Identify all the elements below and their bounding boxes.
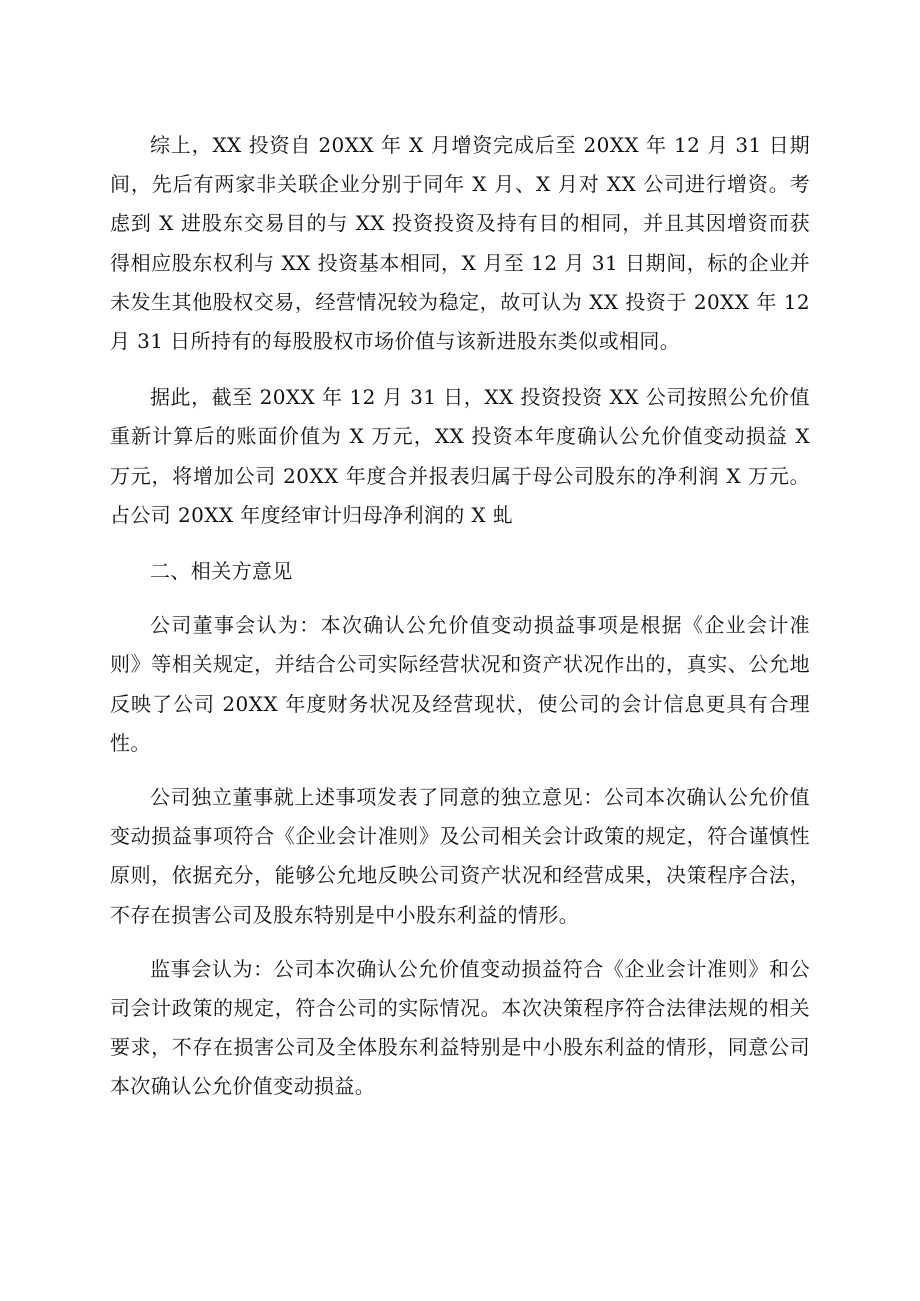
board-opinion-paragraph: 公司董事会认为：本次确认公允价值变动损益事项是根据《企业会计准则》等相关规定，并结合公司实际经营状况和资产状况作出的，真实、公允地反映了公司 20XX 年度财务状况及经营现状，使公司的会计信息更具有合理性。: [110, 613, 810, 755]
paragraph-conclusion: 据此，截至 20XX 年 12 月 31 日，XX 投资投资 XX 公司按照公允价值重新计算后的账面价值为 X 万元，XX 投资本年度确认公允价值变动损益 X 万元，将增加公司 20XX 年度合并报表归属于母公司股东的净利润 X 万元。占公司 20XX 年度经审计归母净利润的 X 虬: [110, 385, 810, 527]
paragraph-summary: 综上，XX 投资自 20XX 年 X 月增资完成后至 20XX 年 12 月 31 日期间，先后有两家非关联企业分别于同年 X 月、X 月对 XX 公司进行增资。考虑到 X 进股东交易目的与 XX 投资投资及持有目的相同，并且其因增资而获得相应股东权利与 XX 投资基本相同，X 月至 12 月 31 日期间，标的企业并未发生其他股权交易，经营情况较为稳定，故可认为 XX 投资于 20XX 年 12 月 31 日所持有的每股股权市场价值与该新进股东类似或相同。: [110, 133, 810, 354]
section-heading: 二、相关方意见: [150, 559, 293, 584]
independent-directors-opinion-paragraph: 公司独立董事就上述事项发表了同意的独立意见：公司本次确认公允价值变动损益事项符合《企业会计准则》及公司相关会计政策的规定，符合谨慎性原则，依据充分，能够公允地反映公司资产状况和经营成果，决策程序合法，不存在损害公司及股东特别是中小股东利益的情形。: [110, 785, 810, 927]
document-body: [110, 126, 810, 1107]
supervisory-board-opinion-paragraph: 监事会认为：公司本次确认公允价值变动损益符合《企业会计准则》和公司会计政策的规定，符合公司的实际情况。本次决策程序符合法律法规的相关要求，不存在损害公司及全体股东利益特别是中小股东利益的情形，同意公司本次确认公允价值变动损益。: [110, 956, 810, 1099]
